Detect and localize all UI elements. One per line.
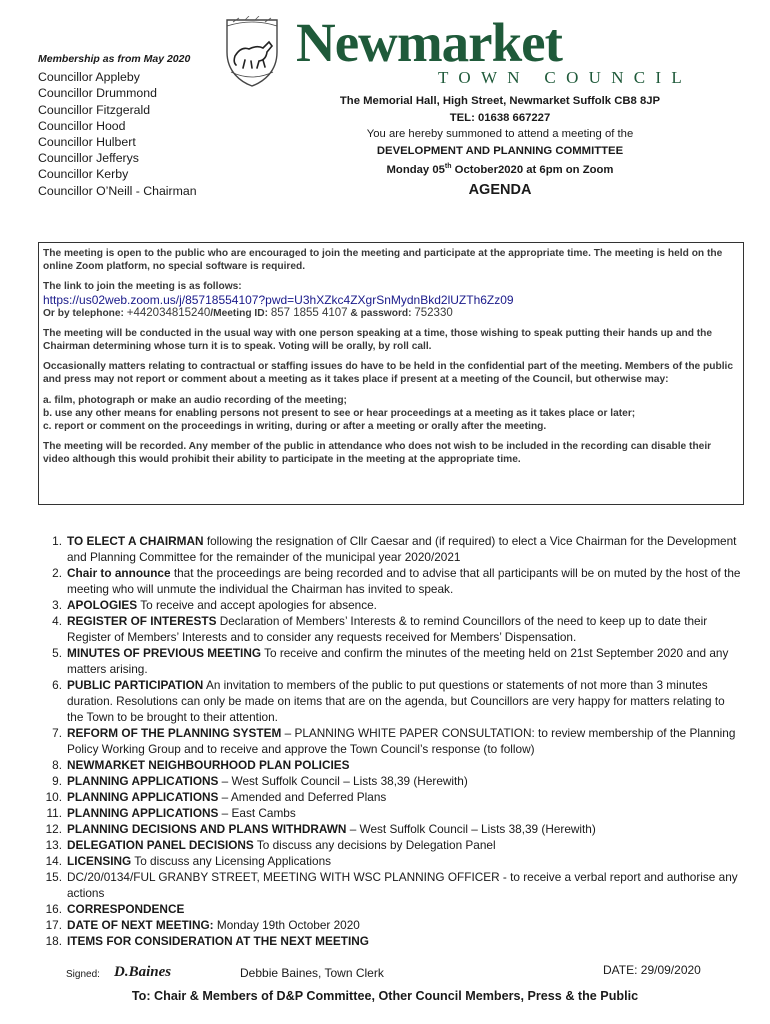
info-paragraph: The meeting is open to the public who are encouraged to join the meeting and participate at the appropriate time. The meeting is held on the online Zoom platform, no special software is required.	[43, 248, 723, 273]
link-label: The link to join the meeting is as follows:	[43, 281, 242, 293]
member-item: Councillor Kerby	[38, 167, 129, 182]
town-crest-horse-icon	[219, 16, 285, 90]
meeting-date: Monday 05th October2020 at 6pm on Zoom	[386, 163, 614, 176]
agenda-item: 12. PLANNING DECISIONS AND PLANS WITHDRAWN – West Suffolk Council – Lists 38,39 (Herewith)	[45, 822, 596, 836]
member-item: Councillor O’Neill - Chairman	[38, 183, 197, 198]
agenda-item: 7. REFORM OF THE PLANNING SYSTEM – PLANNING WHITE PAPER CONSULTATION: to review membership of the Planning Policy Working Group and to receive and approve the Town Council’s response (to follow)	[52, 726, 736, 756]
summons-text: You are hereby summoned to attend a meeting of the	[366, 128, 634, 140]
telephone: TEL: 01638 667227	[449, 111, 551, 124]
committee-name: DEVELOPMENT AND PLANNING COMMITTEE	[376, 144, 624, 157]
agenda-item: 14. LICENSING To discuss any Licensing Applications	[45, 854, 332, 868]
agenda-title: AGENDA	[468, 182, 532, 199]
agenda-item: 16. CORRESPONDENCE	[45, 902, 185, 916]
agenda-item: 13. DELEGATION PANEL DECISIONS To discuss any decisions by Delegation Panel	[45, 838, 496, 852]
agenda-item: 1. TO ELECT A CHAIRMAN following the resignation of Cllr Caesar and (if required) to elect a Vice Chairman for the Development and Planning Committee for the remainder of the municipal year 2020/2021	[52, 534, 737, 564]
telephone-details: Or by telephone: +442034815240/Meeting ID: 857 1855 4107 & password: 752330	[43, 306, 453, 319]
membership-header: Membership as from May 2020	[38, 53, 191, 65]
signature: D.Baines	[114, 964, 172, 980]
agenda-item: 10. PLANNING APPLICATIONS – Amended and Deferred Plans	[45, 790, 387, 804]
member-item: Councillor Fitzgerald	[38, 102, 151, 117]
address-line: The Memorial Hall, High Street, Newmarket Suffolk CB8 8JP	[339, 95, 661, 107]
agenda-item: 18. ITEMS FOR CONSIDERATION AT THE NEXT MEETING	[45, 934, 369, 948]
agenda-item: 8. NEWMARKET NEIGHBOURHOOD PLAN POLICIES	[52, 758, 350, 772]
footer	[0, 960, 770, 1020]
member-item: Councillor Appleby	[38, 70, 140, 85]
meeting-info-box	[38, 242, 744, 505]
zoom-link[interactable]: https://us02web.zoom.us/j/85718554107?pwd=U3hXZkc4ZXgrSnMydnBkd2lUZTh6Zz09	[43, 292, 514, 307]
agenda-item: 2. Chair to announce that the proceedings are being recorded and to advise that all participants will be on muted by the host of the meeting who will unmute the individual the Chairman has invited to speak.	[52, 566, 741, 596]
logo-name: Newmarket	[296, 12, 562, 73]
info-list-item: b. use any other means for enabling persons not present to see or hear proceedings at a meeting as it takes place or later;	[43, 407, 636, 419]
signed-label: Signed:	[66, 969, 100, 980]
member-item: Councillor Jefferys	[38, 151, 139, 166]
clerk-name: Debbie Baines, Town Clerk	[240, 966, 384, 980]
agenda-item: 4. REGISTER OF INTERESTS Declaration of Members’ Interests & to remind Councillors of the need to keep up to date their Register of Members’ Interests and to consider any requests received for Members’ Dispensation.	[52, 614, 708, 644]
info-list-item: c. report or comment on the proceedings in writing, during or after a meeting or orally after the meeting.	[43, 421, 547, 433]
member-item: Councillor Drummond	[38, 86, 157, 101]
document-date: DATE: 29/09/2020	[603, 963, 701, 977]
info-paragraph: The meeting will be recorded. Any member of the public in attendance who does not wish to be included in the recording can disable their video although this would prohibit their ability to participate in the meeting at the appropriate time.	[43, 441, 712, 466]
info-paragraph: Occasionally matters relating to contractual or staffing issues do have to be held in the confidential part of the meeting. Members of the public and press may not report or comment about a meeting as it takes place if present at a meeting of the Council, but otherwise may:	[43, 361, 734, 386]
council-logo	[296, 12, 756, 92]
agenda-item: 5. MINUTES OF PREVIOUS MEETING To receive and confirm the minutes of the meeting held on 21st September 2020 and any matters arising.	[52, 646, 729, 676]
member-item: Councillor Hulbert	[38, 135, 136, 150]
distribution-line: To: Chair & Members of D&P Committee, Other Council Members, Press & the Public	[131, 989, 639, 1003]
agenda-item: 17. DATE OF NEXT MEETING: Monday 19th October 2020	[45, 918, 360, 932]
agenda-item: 11. PLANNING APPLICATIONS – East Cambs	[46, 806, 296, 820]
info-list-item: a. film, photograph or make an audio recording of the meeting;	[43, 394, 347, 406]
agenda-items	[38, 533, 744, 949]
logo-subtitle: TOWN COUNCIL	[438, 68, 693, 87]
member-item: Councillor Hood	[38, 118, 126, 133]
agenda-item: 3. APOLOGIES To receive and accept apologies for absence.	[52, 598, 377, 612]
info-paragraph: The meeting will be conducted in the usual way with one person speaking at a time, those wishing to speak putting their hands up and the Chairman determining whose turn it is to speak. Voting will be orally, by roll call.	[43, 327, 713, 353]
agenda-item: 15. DC/20/0134/FUL GRANBY STREET, MEETING WITH WSC PLANNING OFFICER - to receive a verbal report and authorise any actions	[45, 870, 738, 900]
agenda-item: 6. PUBLIC PARTICIPATION An invitation to members of the public to put questions or statements of not more than 3 minutes duration. Resolutions can only be made on items that are on the agenda, but Councillors are very happy for matters relating to the Town to be brought to their attention.	[52, 678, 725, 724]
agenda-item: 9. PLANNING APPLICATIONS – West Suffolk Council – Lists 38,39 (Herewith)	[52, 774, 468, 788]
address-block	[300, 93, 700, 199]
